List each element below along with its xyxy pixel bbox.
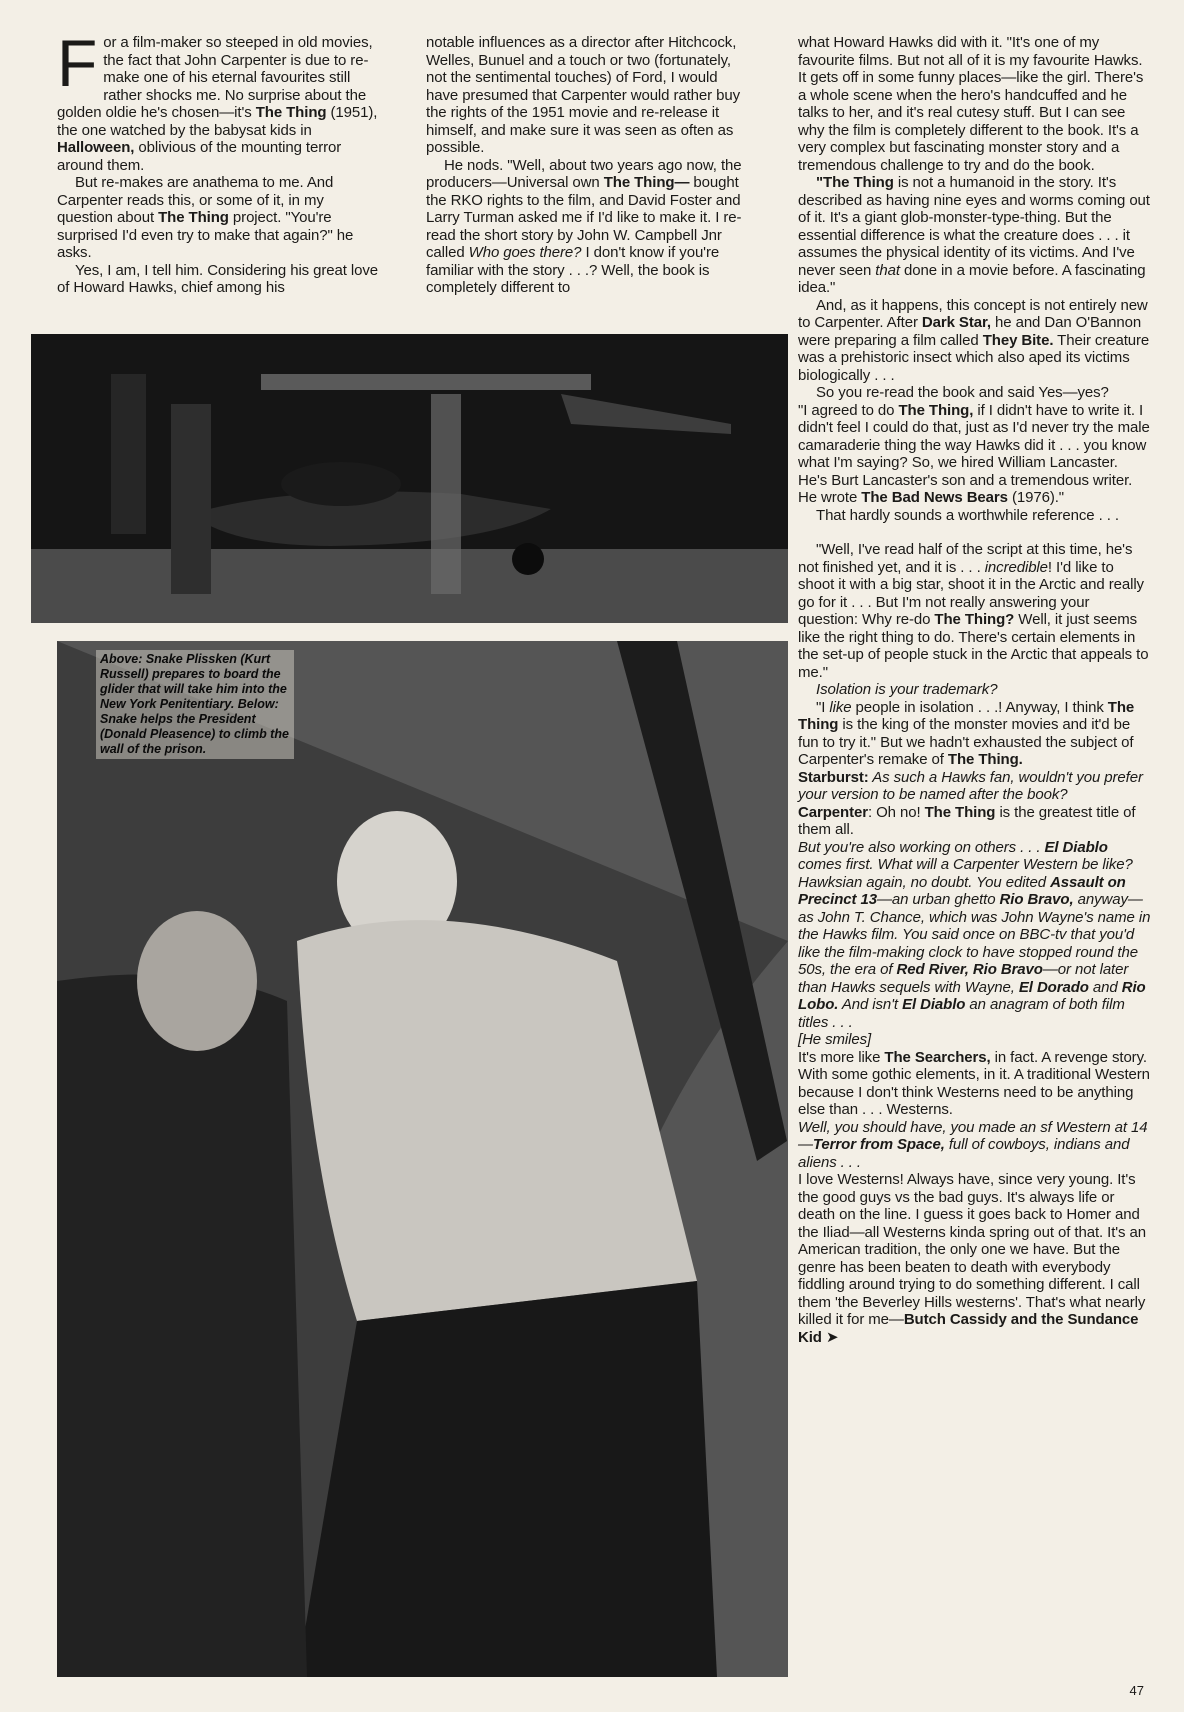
paragraph: Isolation is your trademark? [816,681,998,698]
interview-question: But you're also working on others . . . El Diablo comes first. What will a Carpenter Western be like? Hawksian again, no doubt. You edited Assault on Precinct 13—an urban ghetto Rio Bravo, anyway—as John T. Chance, which was John Wayne's name in the Hawks film. You said once on BBC-tv that you'd like the film-making clock to have stopped round the 50s, the era of Red River, Rio Bravo—or not later than Hawks sequels with Wayne, El Dorado and Rio Lobo. And isn't El Diablo an anagram of both film titles . . . [He smiles] [798,838,1151,1048]
glider-illustration [31,334,788,623]
paragraph: For a film-maker so steeped in old movies, the fact that John Carpenter is due to re-make one of his eternal favourites still rather shocks me. No surprise about the golden oldie he's chosen—it's The Thing (1951), the one watched by the babysat kids in Halloween, oblivious of the mounting terror around them. [57,26,378,174]
interview-question: Well, you should have, you made an sf Western at 14—Terror from Space, full of cowboys, indians and aliens . . . [798,1118,1148,1171]
paragraph: what Howard Hawks did with it. "It's one of my favourite films. But not all of it is my favourite Hawks. It gets off in some funny places—like the girl. There's a whole scene when the hero's handcuffed and he talks to her, and it's real cutesy stuff. But I can see why the film is completely different to the book. It's a very complex but fascinating monster story and a tremendous challenge to try and do the book. [798,34,1144,174]
photo-glider-night [31,334,788,623]
paragraph: That hardly sounds a worthwhile reference . . . [816,506,1119,524]
article-column-3 [798,34,1151,1346]
paragraph: "I agreed to do The Thing, if I didn't have to write it. I didn't feel I could do that, just as I'd never try the male camaraderie thing the way Hawks did it . . . you know what I'm saying? So, we hired William Lancaster. He's Burt Lancaster's son and a tremendous writer. He wrote The Bad News Bears (1976)." [798,401,1150,506]
paragraph: Yes, I am, I tell him. Considering his great love of Howard Hawks, chief among his [57,261,379,296]
paragraph: So you re-read the book and said Yes—yes? [816,384,1109,401]
interview-answer: It's more like The Searchers, in fact. A revenge story. With some gothic elements, in it. A traditional Western because I don't think Westerns need to be anything else than . . . Westerns. [798,1048,1150,1118]
article-column-2 [426,34,748,297]
paragraph: But re-makes are anathema to me. And Carpenter reads this, or some of it, in my question about The Thing project. "You're surprised I'd even try to make that again?" he asks. [57,174,354,261]
paragraph: "Well, I've read half of the script at this time, he's not finished yet, and it is . . . incredible! I'd like to shoot it with a big star, shoot it in the Arctic and really go for it . . . But I'm not really answering your question: Why re-do The Thing? Well, it just seems like the right thing to do. There's certain elements in the set-up of people stuck in the Arctic that appeals to me." [798,541,1149,681]
photo-prison-wall [57,641,788,1677]
paragraph: notable influences as a director after Hitchcock, Welles, Bunuel and a touch or two (fortunately, not the sentimental touches) of Ford, I would have presumed that Carpenter would rather buy the rights of the 1951 movie and re-release it himself, and make sure it was seen as often as possible. [426,34,741,156]
interview-answer: I love Westerns! Always have, since very young. It's the good guys vs the bad guys. It's always life or death on the line. I guess it goes back to Homer and the Iliad—all Westerns kinda spring out of that. It's an American tradition, the only one we have. But the genre has been beaten to death with everybody fiddling around trying to do something different. I call them 'the Beverley Hills westerns'. That's what nearly killed it for me—Butch Cassidy and the Sundance Kid ➤ [798,1171,1147,1346]
interview-question: Starburst: As such a Hawks fan, wouldn't you prefer your version to be named after the book? [798,768,1143,803]
paragraph: He nods. "Well, about two years ago now, the producers—Universal own The Thing— bought the RKO rights to the film, and David Foster and Larry Turman asked me if I'd like to make it. I re-read the short story by John W. Campbell Jnr called Who goes there? I don't know if you're familiar with the story . . .? Well, the book is completely different to [426,156,742,296]
paragraph: "I like people in isolation . . .! Anyway, I think The Thing is the king of the monster movies and it'd be fun to try it." But we hadn't exhausted the subject of Carpenter's remake of The Thing. [798,698,1135,768]
photo-caption: Above: Snake Plissken (Kurt Russell) prepares to board the glider that will take him into the New York Penitentiary. Below: Snake helps the President (Donald Pleasence) to climb the wall of the prison. [96,650,294,759]
article-column-1 [57,26,379,297]
interview-answer: Carpenter: Oh no! The Thing is the greatest title of them all. [798,803,1136,838]
prison-wall-illustration [57,641,788,1677]
continue-arrow-icon: ➤ [825,1328,839,1346]
drop-cap: F [57,26,98,100]
paragraph: And, as it happens, this concept is not entirely new to Carpenter. After Dark Star, he and Dan O'Bannon were preparing a film called They Bite. Their creature was a prehistoric insect which also aped its victims biologically . . . [798,296,1150,384]
page-number: 47 [1129,1683,1144,1698]
paragraph: "The Thing is not a humanoid in the story. It's described as having nine eyes and worms coming out of it. It's a giant glob-monster-type-thing. But the essential difference is what the creature does . . . it assumes the physical identity of its victims. And I've never seen that done in a movie before. A fascinating idea." [798,174,1150,296]
